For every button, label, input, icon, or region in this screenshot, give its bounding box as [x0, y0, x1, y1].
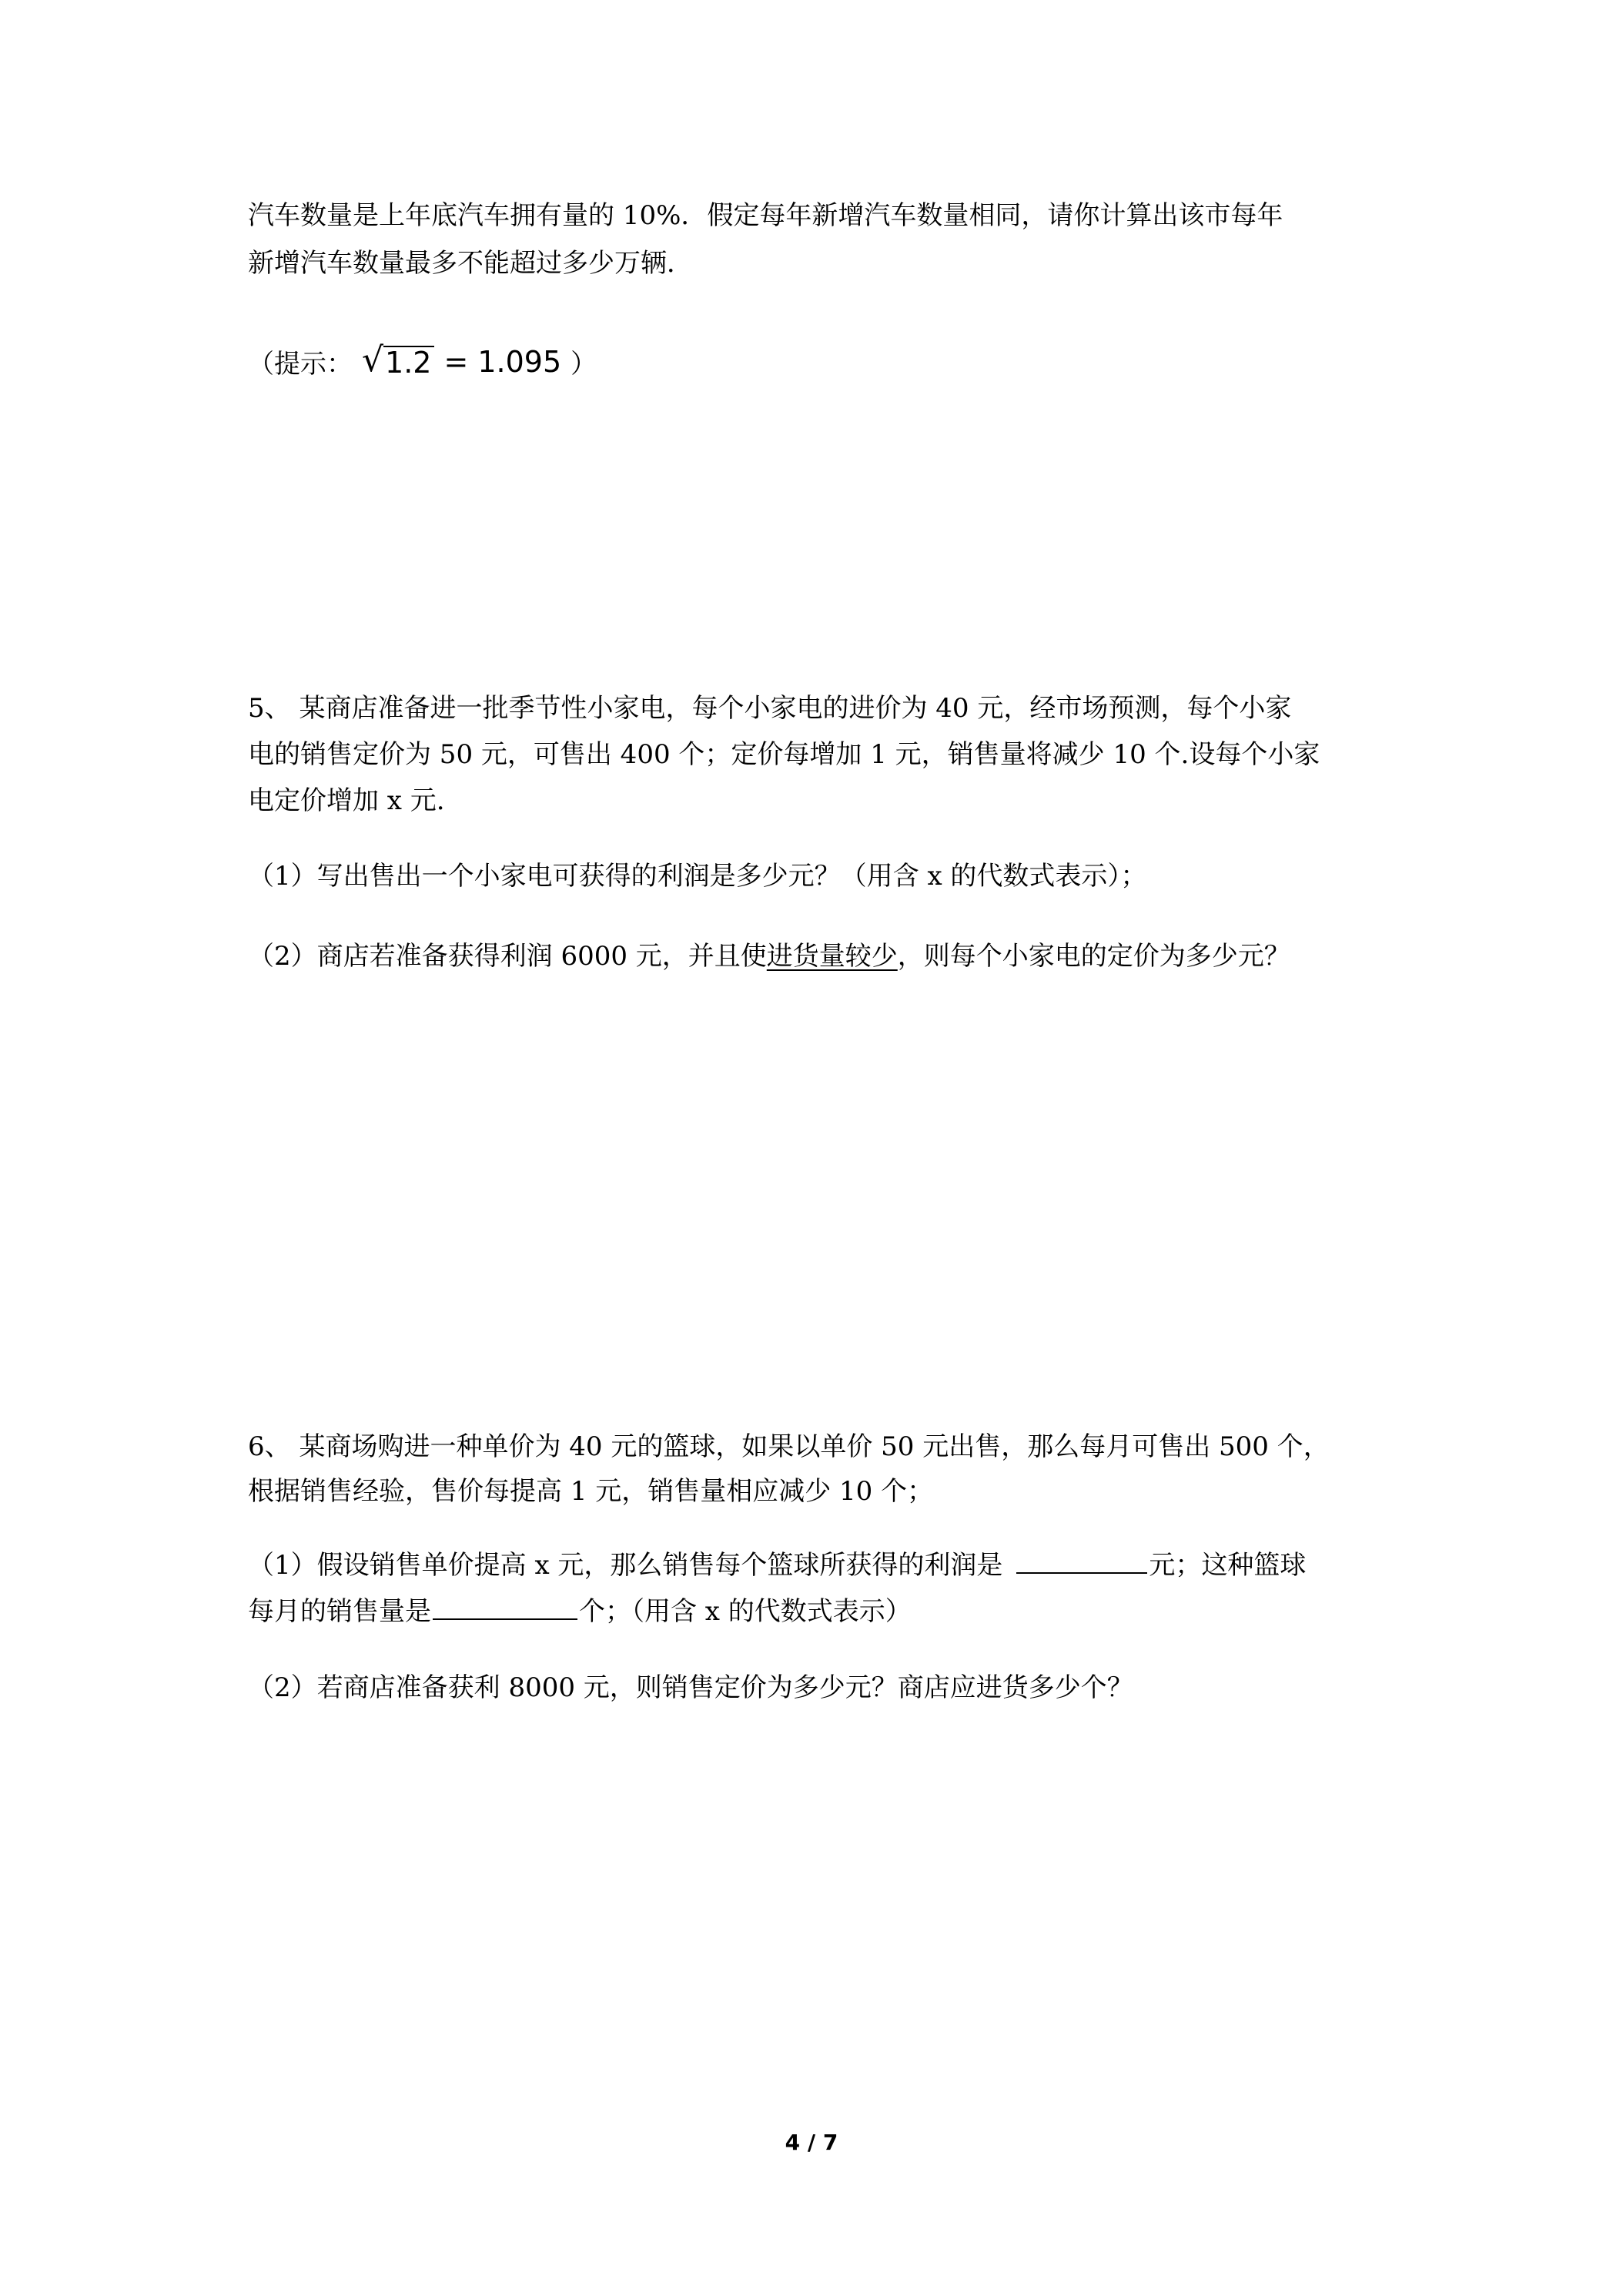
problem6-line-1: 6、 某商场购进一种单价为 40 元的篮球，如果以单价 50 元出售，那么每月可售出 500 个，: [248, 1431, 1330, 1462]
problem6-line-2: 根据销售经验，售价每提高 1 元，销售量相应减少 10 个；: [248, 1476, 934, 1507]
problem6-q1-line2-after: 个；（用含 x 的代数式表示）: [579, 1596, 912, 1627]
hint-prefix: （提示：: [248, 349, 353, 380]
sqrt-radicand: 1.2: [383, 346, 434, 378]
problem6-q1-line2-before: 每月的销售量是: [248, 1596, 431, 1627]
problem5-question-2: [248, 938, 1290, 975]
problem5-q2-before: （2）商店若准备获得利润 6000 元，并且使: [248, 941, 767, 972]
problem6-question-1-line-1: [248, 1546, 1306, 1584]
page-number: 4 / 7: [785, 2130, 838, 2155]
answer-blank-sales[interactable]: [433, 1592, 577, 1620]
hint-suffix: ）: [571, 349, 597, 380]
hint-line: [248, 340, 597, 383]
continuation-line-2: 新增汽车数量最多不能超过多少万辆．: [248, 248, 693, 279]
problem5-line-1: 5、 某商店准备进一批季节性小家电，每个小家电的进价为 40 元，经市场预测，每个小家: [248, 693, 1292, 724]
problem5-line-3: 电定价增加 x 元.: [248, 785, 445, 816]
problem6-question-1-line-2: [248, 1592, 912, 1630]
hint-formula: [362, 340, 562, 380]
problem5-question-1: （1）写出售出一个小家电可获得的利润是多少元？（用含 x 的代数式表示）；: [248, 861, 1147, 892]
sqrt-icon: √: [362, 340, 384, 380]
problem6-q1-before: （1）假设销售单价提高 x 元，那么销售每个篮球所获得的利润是: [248, 1550, 1003, 1581]
equals-sign: =: [443, 345, 469, 379]
problem6-question-2: （2）若商店准备获利 8000 元，则销售定价为多少元？商店应进货多少个？: [248, 1672, 1133, 1703]
problem5-line-2: 电的销售定价为 50 元，可售出 400 个；定价每增加 1 元，销售量将减少 10 个.设每个小家: [248, 739, 1320, 770]
problem6-q1-after: 元；这种篮球: [1149, 1550, 1307, 1581]
problem5-q2-underlined: 进货量较少: [766, 941, 898, 972]
hint-value: 1.095: [477, 345, 562, 379]
answer-blank-profit[interactable]: [1016, 1546, 1147, 1574]
problem5-q2-after: ，则每个小家电的定价为多少元？: [897, 941, 1290, 972]
continuation-line-1: 汽车数量是上年底汽车拥有量的 10%．假定每年新增汽车数量相同，请你计算出该市每年: [248, 200, 1283, 231]
